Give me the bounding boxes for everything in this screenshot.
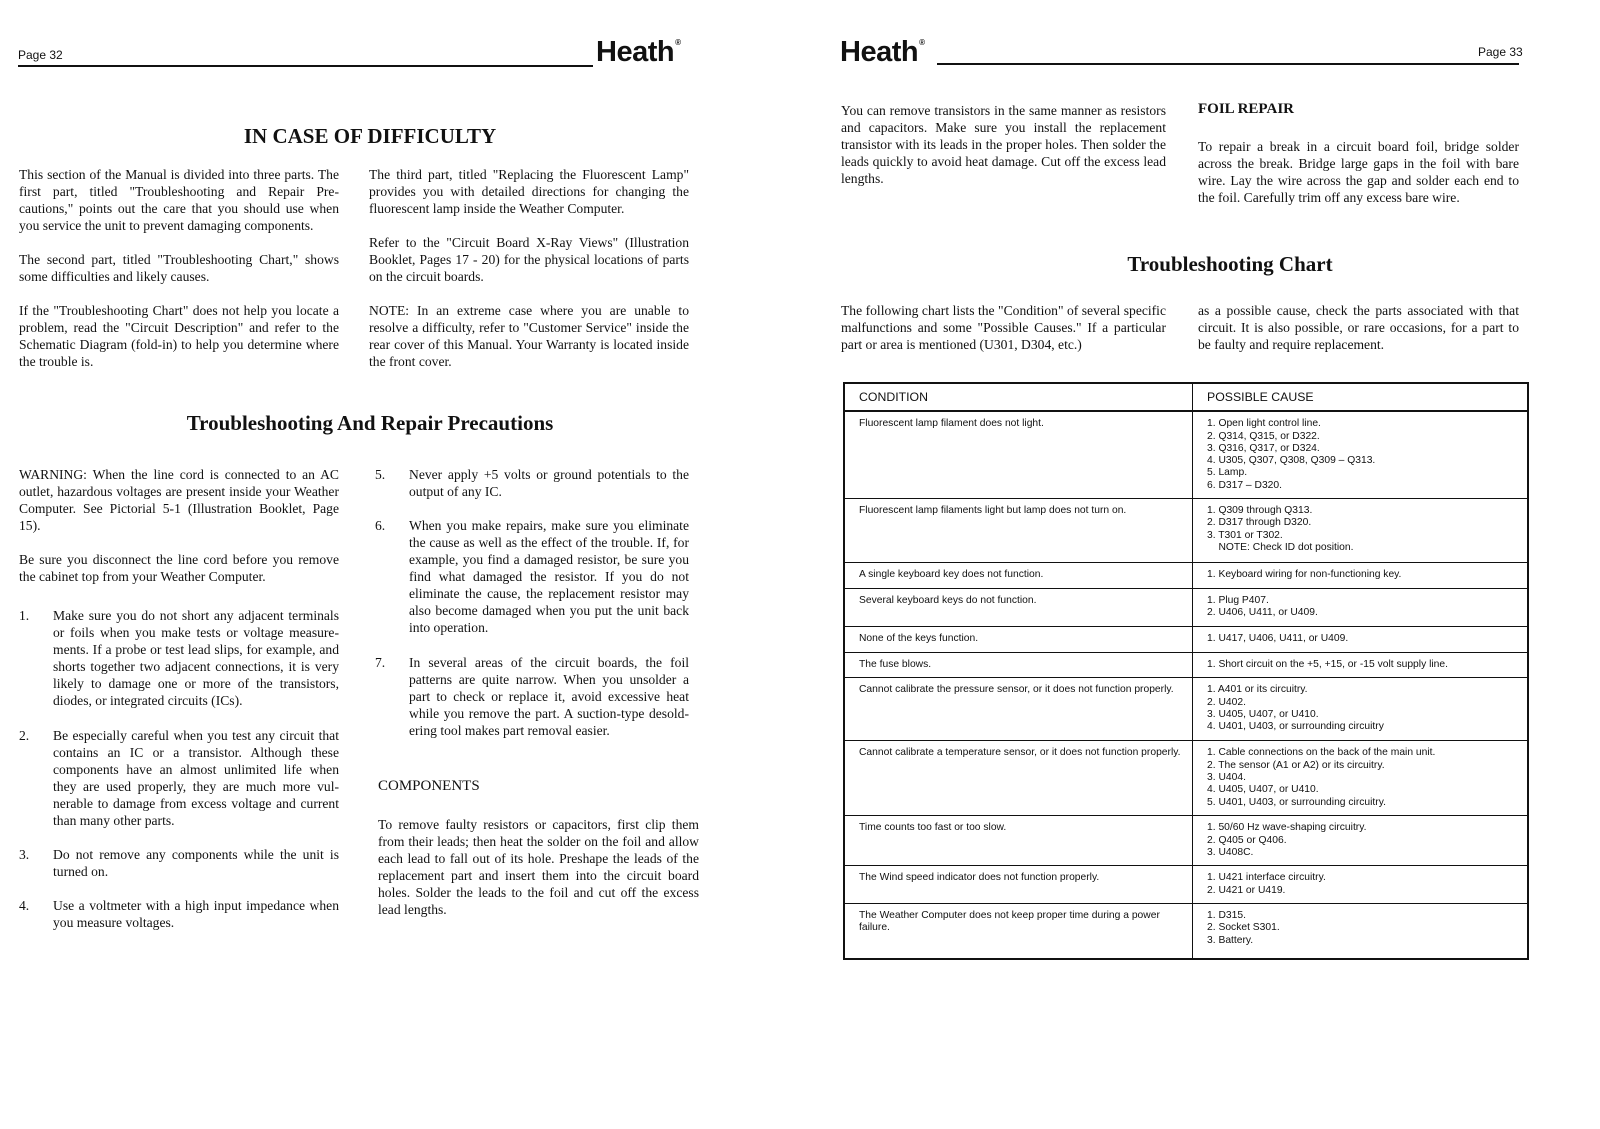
condition-cell: The Weather Computer does not keep proper time during a power failure. [844, 903, 1193, 959]
list-item: 4. Use a voltmeter with a high input impedance when you measure voltages. [19, 898, 339, 930]
cause-item: 3. U404. [1207, 771, 1246, 783]
cause-item: 3. U405, U407, or U410. [1207, 708, 1319, 720]
condition-cell: Several keyboard keys do not function. [844, 589, 1193, 627]
table-row [844, 411, 1528, 498]
cause-item: 1. Plug P407. [1207, 595, 1269, 607]
precautions-title: Troubleshooting And Repair Precautions [186, 411, 554, 435]
cause-item: 2. The sensor (A1 or A2) or its circuitry. [1207, 759, 1385, 771]
foil-repair-heading: FOIL REPAIR [1198, 101, 1294, 117]
condition-cell: Fluorescent lamp filament does not light. [844, 411, 1193, 498]
condition-cell: Fluorescent lamp filaments light but lamp does not turn on. [844, 499, 1193, 563]
cause-item: 1. Keyboard wiring for non-functioning key. [1207, 569, 1402, 581]
cause-item: 1. Cable connections on the back of the main unit. [1207, 747, 1436, 759]
list-item: 3. Do not remove any components while the unit is turned on. [19, 847, 339, 879]
column-header-possible-cause: POSSIBLE CAUSE [1193, 383, 1529, 411]
cause-item: 2. Socket S301. [1207, 922, 1280, 934]
cause-item: 1. Short circuit on the +5, +15, or -15 volt supply line. [1207, 659, 1448, 671]
list-item: 5. Never apply +5 volts or ground potentials to the output of any IC. [375, 467, 689, 499]
intro-paragraph: This section of the Manual is divided into three parts. The first part, titled "Troubleshooting and Repair Pre-cautions," points out the care that you should use when you service the unit to prevent damaging components. [19, 167, 339, 233]
intro-paragraph: Refer to the "Circuit Board X-Ray Views" (Illustration Booklet, Pages 17 - 20) for the physical locations of parts on the circuit boards. [369, 235, 689, 284]
cause-item: 4. U405, U407, or U410. [1207, 784, 1319, 796]
troubleshooting-table [843, 382, 1529, 960]
possible-cause-cell [1193, 816, 1529, 866]
cause-item: 6. D317 – D320. [1207, 479, 1282, 491]
components-text: To remove faulty resistors or capacitors, first clip them from their leads; then heat the solder on the foil and allow each lead to fall out of its hole. Preshape the leads of the replacement part and insert them into the circuit board holes. Solder the leads to the foil and cut off the excess lead lengths. [378, 817, 699, 917]
possible-cause-cell [1193, 653, 1529, 678]
cause-item: 1. U421 interface circuitry. [1207, 872, 1326, 884]
possible-cause-cell [1193, 499, 1529, 563]
page-number: Page 32 [18, 48, 63, 62]
condition-cell: Cannot calibrate the pressure sensor, or it does not function properly. [844, 678, 1193, 741]
possible-cause-cell [1193, 678, 1529, 741]
table-row [844, 627, 1528, 653]
warning-text: WARNING: When the line cord is connected to an AC outlet, hazardous voltages are present inside your Weather Computer. See Pictorial 5-1 (Illustration Booklet, Page 15). [19, 467, 339, 533]
possible-cause-cell [1193, 741, 1529, 816]
cause-item: 2. U406, U411, or U409. [1207, 607, 1318, 619]
cause-item: 2. Q314, Q315, or D322. [1207, 430, 1320, 442]
cause-item: 1. A401 or its circuitry. [1207, 684, 1308, 696]
chart-title: Troubleshooting Chart [1127, 252, 1333, 276]
header-rule [18, 65, 593, 67]
table-body [844, 411, 1528, 959]
cause-item: 1. D315. [1207, 909, 1246, 921]
disconnect-text: Be sure you disconnect the line cord before you remove the cabinet top from your Weather Computer. [19, 552, 339, 584]
cause-item: 3. Q316, Q317, or D324. [1207, 442, 1320, 454]
table-row [844, 499, 1528, 563]
condition-cell: A single keyboard key does not function. [844, 563, 1193, 589]
condition-cell: Cannot calibrate a temperature sensor, or it does not function properly. [844, 741, 1193, 816]
possible-cause-cell [1193, 411, 1529, 498]
cause-item: 2. D317 through D320. [1207, 517, 1312, 529]
list-item: 1. Make sure you do not short any adjacent terminals or foils when you make tests or voltage measure-ments. If a probe or test lead slips, for example, and shorts together two adjacent connections, it is very likely to damage one or more of the transistors, diodes, or integrated circuits (ICs). [19, 608, 339, 708]
intro-column-1 [19, 166, 339, 387]
condition-cell: None of the keys function. [844, 627, 1193, 653]
intro-paragraph: If the "Troubleshooting Chart" does not help you locate a problem, read the "Circuit Description" and refer to the Schematic Diagram (fold-in) to help you determine where the trouble is. [19, 303, 339, 369]
intro-paragraph: The third part, titled "Replacing the Fluorescent Lamp" provides you with detailed directions for changing the fluorescent lamp inside the Weather Computer. [369, 167, 689, 216]
section-title: IN CASE OF DIFFICULTY [243, 124, 497, 148]
cause-item: 4. U305, Q307, Q308, Q309 – Q313. [1207, 455, 1376, 467]
components-heading: COMPONENTS [378, 778, 480, 794]
header-rule [937, 63, 1519, 65]
cause-item: 1. Open light control line. [1207, 418, 1321, 430]
possible-cause-cell [1193, 866, 1529, 904]
table-row [844, 741, 1528, 816]
table-row [844, 816, 1528, 866]
foil-repair-text: To repair a break in a circuit board foil, bridge solder across the break. Bridge large gaps in the foil with bare wire. Lay the wire across the gap and solder each end to the foil. Carefully trim off any excess bare wire. [1198, 139, 1519, 205]
table-row [844, 678, 1528, 741]
intro-column-2 [369, 166, 689, 387]
cause-item: 2. Q405 or Q406. [1207, 834, 1287, 846]
cause-item: NOTE: Check ID dot position. [1207, 541, 1354, 553]
brand-logo: Heath® [840, 36, 925, 68]
column-header-condition: CONDITION [844, 383, 1193, 411]
transistors-text: You can remove transistors in the same manner as resistors and capacitors. Make sure you install the replacement transistor with its leads in the proper holes. Then solder the leads quickly to avoid heat damage. Cut off the excess lead lengths. [841, 103, 1166, 186]
cause-item: 3. U408C. [1207, 846, 1254, 858]
list-item: 7. In several areas of the circuit boards, the foil patterns are quite narrow. When you unsolder a part to check or replace it, avoid excessive heat while you remove the part. A suction-type desold-ering tool makes part removal easier. [375, 655, 689, 738]
cause-item: 5. U401, U403, or surrounding circuitry. [1207, 796, 1386, 808]
possible-cause-cell [1193, 563, 1529, 589]
brand-logo: Heath® [596, 36, 681, 68]
possible-cause-cell [1193, 589, 1529, 627]
page-number: Page 33 [1478, 45, 1523, 59]
table-row [844, 563, 1528, 589]
table-header-row [844, 383, 1528, 411]
cause-item: 1. 50/60 Hz wave-shaping circuitry. [1207, 822, 1367, 834]
cause-item: 1. Q309 through Q313. [1207, 505, 1313, 517]
intro-paragraph: The second part, titled "Troubleshooting Chart," shows some difficulties and likely causes. [19, 252, 339, 284]
cause-item: 2. U421 or U419. [1207, 884, 1286, 896]
cause-item: 3. Battery. [1207, 934, 1254, 946]
possible-cause-cell [1193, 627, 1529, 653]
table-row [844, 589, 1528, 627]
list-item: 6. When you make repairs, make sure you eliminate the cause as well as the effect of the trouble. If, for example, you find a damaged resistor, be sure you find what damaged the resistor. If you do not eliminate the cause, the replacement resistor may also become damaged when you put the unit back into operation. [375, 518, 689, 635]
cause-item: 5. Lamp. [1207, 467, 1248, 479]
cause-item: 1. U417, U406, U411, or U409. [1207, 633, 1349, 645]
condition-cell: Time counts too fast or too slow. [844, 816, 1193, 866]
chart-intro-column-2: as a possible cause, check the parts associated with that circuit. It is also possible, or rare occasions, for a part to be faulty and require replacement. [1198, 303, 1519, 352]
chart-intro-column-1: The following chart lists the "Condition" of several specific malfunctions and some "Possible Causes." If a particular part or area is mentioned (U301, D304, etc.) [841, 303, 1166, 352]
condition-cell: The Wind speed indicator does not function properly. [844, 866, 1193, 904]
cause-item: 3. T301 or T302. [1207, 529, 1283, 541]
condition-cell: The fuse blows. [844, 653, 1193, 678]
list-item: 2. Be especially careful when you test any circuit that contains an IC or a transistor. Although these components have an almost unlimited life when they are used properly, they are much more vul-nerable to damage from excess voltage and current than many other parts. [19, 728, 339, 828]
table-row [844, 866, 1528, 904]
table-row [844, 653, 1528, 678]
possible-cause-cell [1193, 903, 1529, 959]
cause-item: 4. U401, U403, or surrounding circuitry [1207, 721, 1384, 733]
precautions-intro [19, 466, 339, 602]
table-row [844, 903, 1528, 959]
cause-item: 2. U402. [1207, 696, 1246, 708]
intro-paragraph: NOTE: In an extreme case where you are unable to resolve a difficulty, refer to "Customer Service" inside the rear cover of this Manual. Your Warranty is located inside the front cover. [369, 303, 689, 369]
